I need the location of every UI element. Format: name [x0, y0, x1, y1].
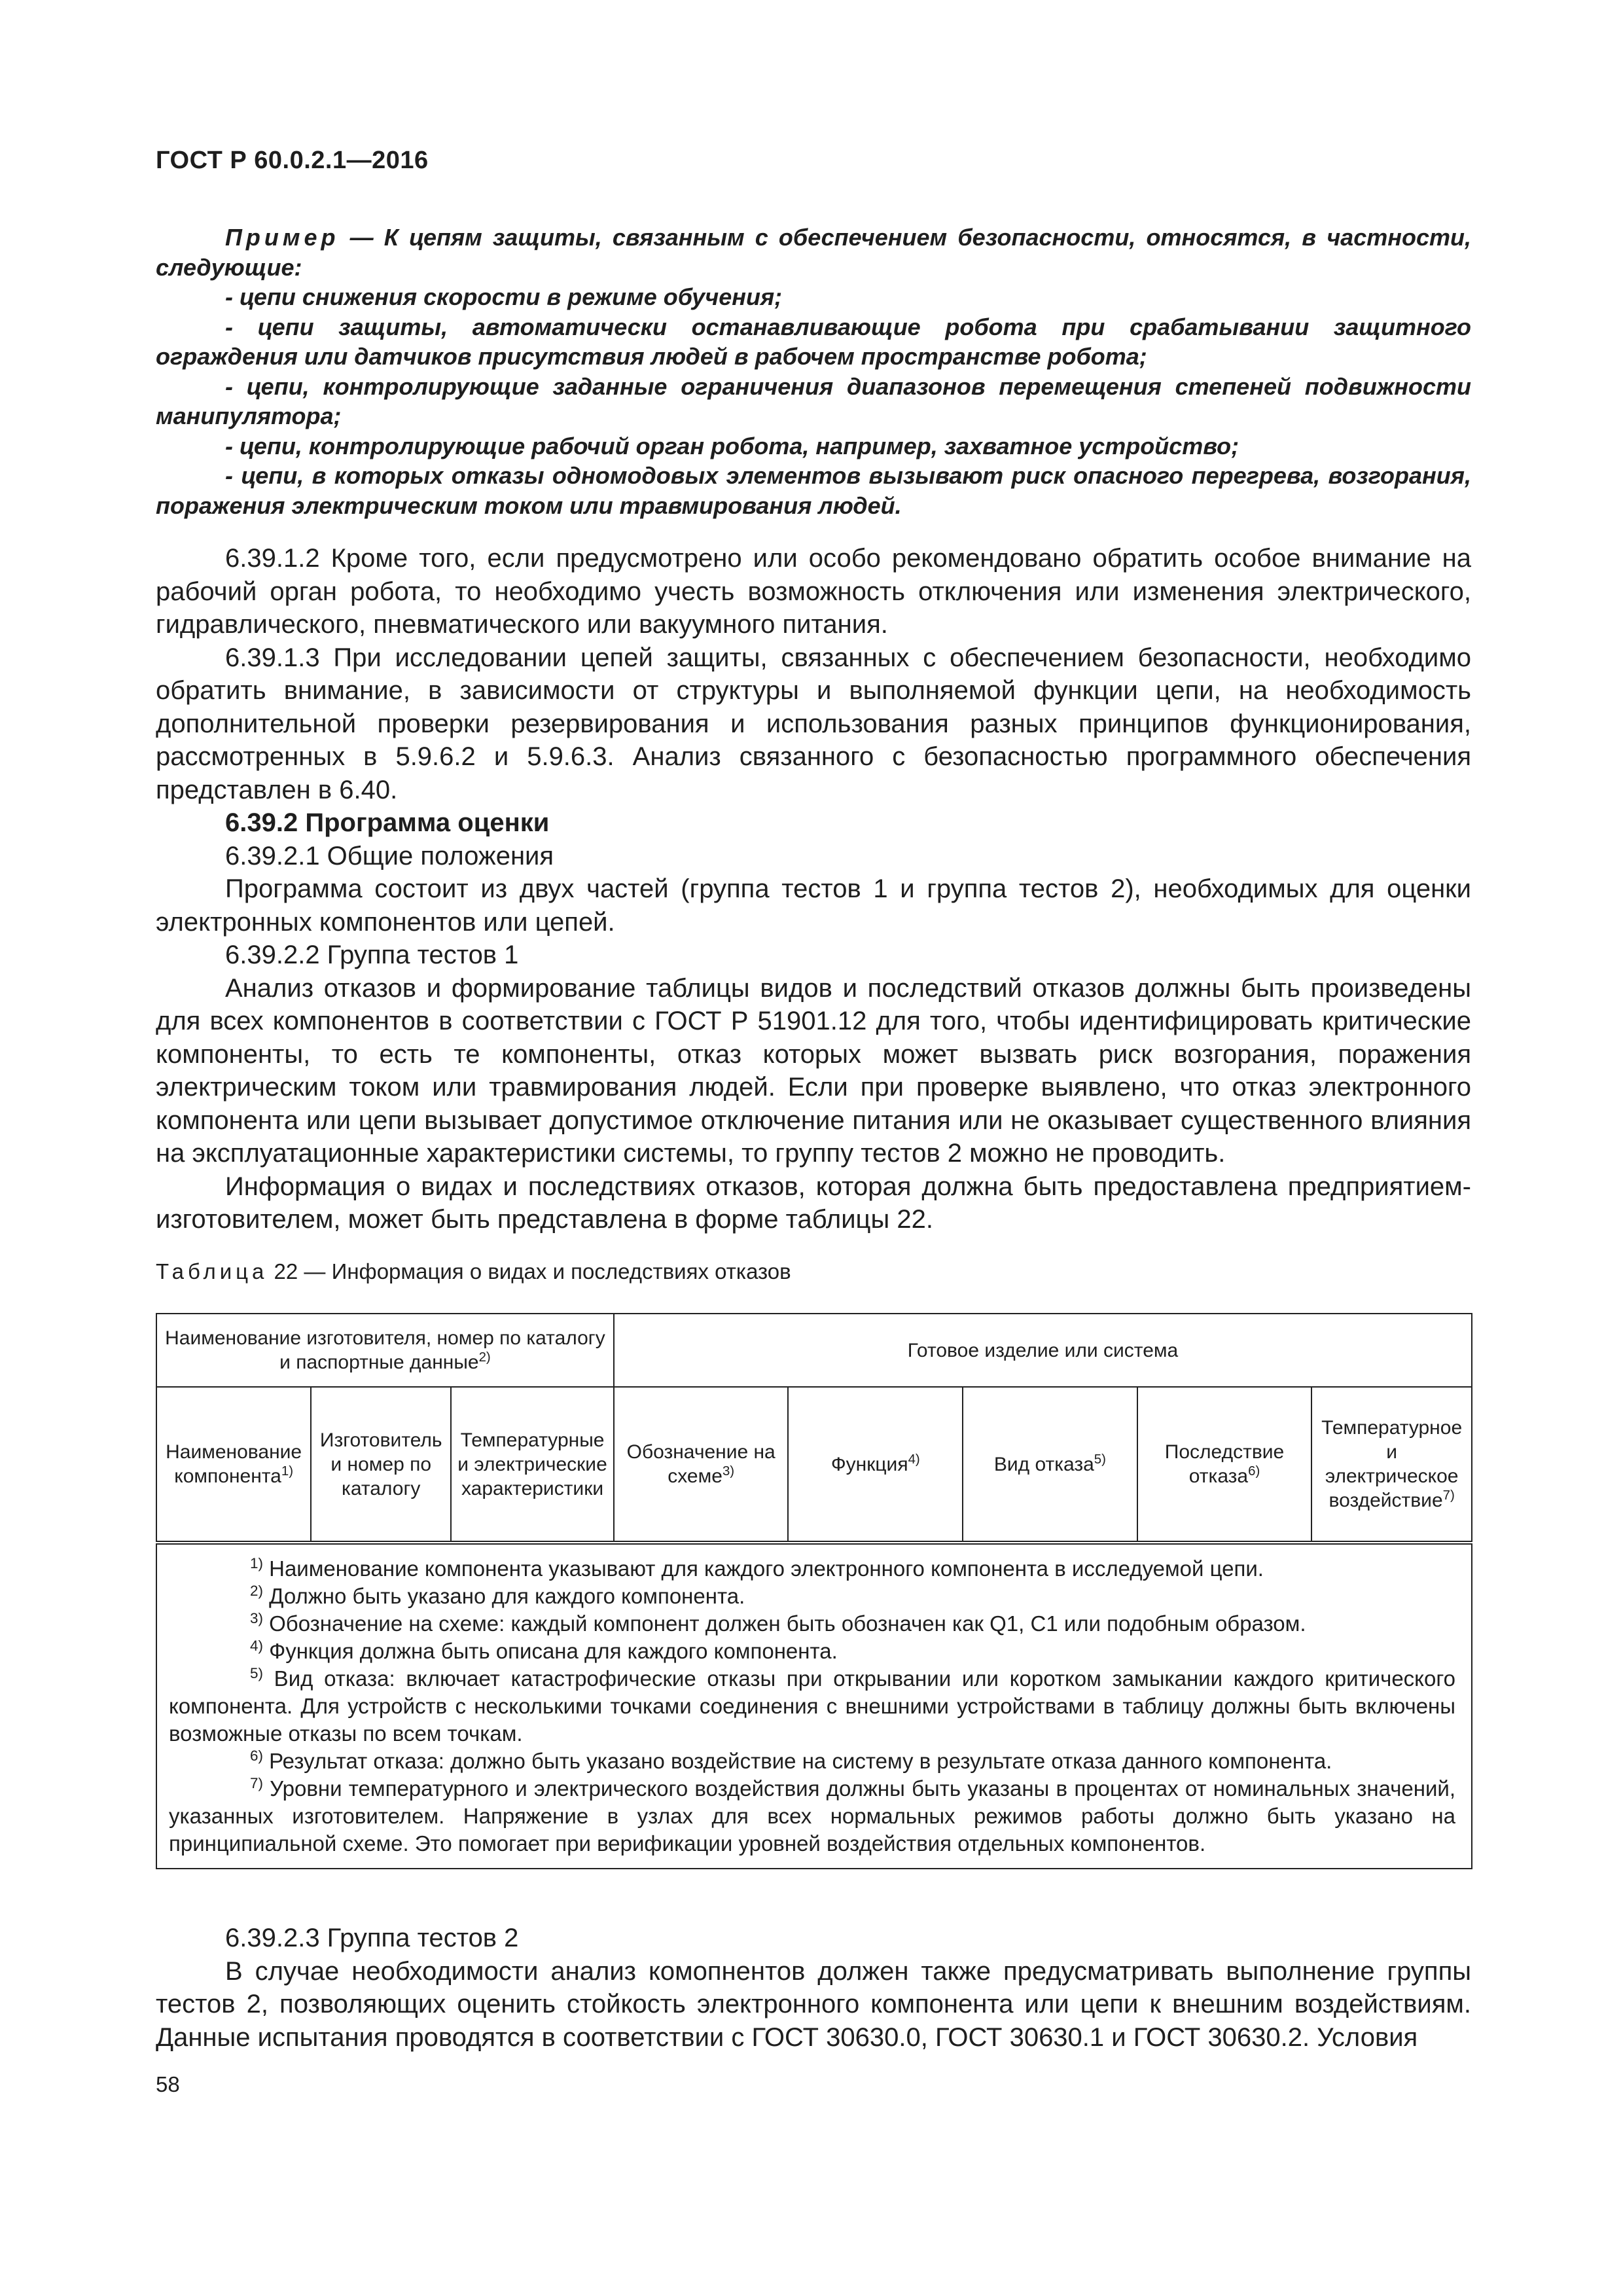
column-header: Последствие отказа$^{6)}$: [1137, 1387, 1312, 1543]
body-text-lower: [156, 1922, 1471, 2054]
column-header: Температурное и электрическое воздействие$^{7)}$: [1311, 1387, 1472, 1543]
subsection-heading: 6.39.2.3 Группа тестов 2: [225, 1924, 519, 1952]
example-item: - цепи защиты, автоматически останавливающие робота при срабатывании защитного ограждения или датчиков присутствия людей в рабочем пространстве робота;: [156, 313, 1471, 370]
example-item: - цепи снижения скорости в режиме обучения;: [225, 283, 783, 310]
document-code-header: ГОСТ Р 60.0.2.1—2016: [156, 147, 429, 174]
footnote: $^{1)}$ Наименование компонента указывают для каждого электронного компонента в исследуемой цепи.: [250, 1555, 1264, 1581]
paragraph: В случае необходимости анализ комопнентов должен также предусматривать выполнение группы тестов 2, позволяющих оценить стойкость электронного компонента или цепи к внешним воздействиям. Данные испытания проводятся в соответствии с ГОСТ 30630.0, ГОСТ 30630.1 и ГОСТ 30630.2. Условия: [156, 1956, 1471, 2052]
table-footnotes: [156, 1543, 1472, 1869]
example-item: - цепи, контролирующие заданные ограничения диапазонов перемещения степеней подвижности манипулятора;: [156, 372, 1471, 429]
column-header: Вид отказа$^{5)}$: [963, 1387, 1137, 1543]
column-header: Обозначение на схеме$^{3)}$: [614, 1387, 789, 1543]
paragraph: Анализ отказов и формирование таблицы видов и последствий отказов должны быть произведены для всех компонентов в соответствии с ГОСТ Р 51901.12 для того, чтобы идентифицировать критические компоненты, то есть те компоненты, отказ которых может вызвать риск возгорания, поражения электрическим током или травмирования людей. Если при проверке выявлено, что отказ электронного компонента или цепи вызывает допустимое отключение питания или не оказывает существенного влияния на эксплуатационные характеристики системы, то группу тестов 2 можно не проводить.: [156, 973, 1471, 1168]
example-item: - цепи, в которых отказы одномодовых элементов вызывают риск опасного перегрева, возгорания, поражения электрическим током или травмирования людей.: [156, 462, 1471, 519]
column-header: Температурные и электрические характеристики: [451, 1387, 614, 1543]
header-group-product: Готовое изделие или система: [614, 1314, 1472, 1387]
example-intro: Пример — К цепям защиты, связанным с обеспечением безопасности, относятся, в частности, следующие:: [156, 224, 1471, 281]
subsection-heading: 6.39.2.1 Общие положения: [225, 841, 554, 870]
section-heading: 6.39.2 Программа оценки: [225, 808, 550, 837]
footnote: $^{2)}$ Должно быть указано для каждого компонента.: [250, 1583, 745, 1608]
table-caption-text: 22 — Информация о видах и последствиях отказов: [268, 1259, 791, 1283]
example-block: [156, 223, 1471, 520]
example-label: Пример: [225, 224, 340, 251]
paragraph: Информация о видах и последствиях отказов, которая должна быть предоставлена предприятием-изготовителем, может быть представлена в форме таблицы 22.: [156, 1172, 1471, 1234]
page-number: 58: [156, 2072, 180, 2096]
footnote: $^{7)}$ Уровни температурного и электрического воздействия должны быть указаны в процентах от номинальных значений, указанных изготовителем. Напряжение в узлах для всех нормальных режимов работы должно быть указано на принципиальной схеме. Это помогает при верификации уровней воздействия отдельных компонентов.: [169, 1775, 1455, 1856]
body-text-upper: [156, 542, 1471, 1236]
table-caption: [156, 1259, 791, 1284]
header-group-manufacturer: Наименование изготовителя, номер по каталогу и паспортные данные$^{2)}$: [156, 1314, 614, 1387]
example-item: - цепи, контролирующие рабочий орган робота, например, захватное устройство;: [225, 432, 1240, 459]
footnote: $^{5)}$ Вид отказа: включает катастрофические отказы при открывании или коротком замыкании каждого критического компонента. Для устройств с несколькими точками соединения с внешними устройствами в таблицу должны быть включены возможные отказы по всем точкам.: [169, 1665, 1455, 1746]
footnote: $^{6)}$ Результат отказа: должно быть указано воздействие на систему в результате отказа данного компонента.: [250, 1748, 1332, 1773]
paragraph: 6.39.1.3 При исследовании цепей защиты, связанных с обеспечением безопасности, необходимо обратить внимание, в зависимости от структуры и выполняемой функции цепи, на необходимость дополнительной проверки резервирования и использования разных принципов функционирования, рассмотренных в 5.9.6.2 и 5.9.6.3. Анализ связанного с безопасностью программного обеспечения представлен в 6.40.: [156, 643, 1471, 804]
paragraph: Программа состоит из двух частей (группа тестов 1 и группа тестов 2), необходимых для оценки электронных компонентов или цепей.: [156, 874, 1471, 937]
paragraph: 6.39.1.2 Кроме того, если предусмотрено или особо рекомендовано обратить особое внимание на рабочий орган робота, то необходимо учесть возможность отключения или изменения электрического, гидравлического, пневматического или вакуумного питания.: [156, 544, 1471, 639]
table-caption-label: Таблица: [156, 1259, 268, 1283]
failure-info-table: [156, 1313, 1472, 1869]
footnote: $^{3)}$ Обозначение на схеме: каждый компонент должен быть обозначен как Q1, C1 или подобным образом.: [250, 1610, 1306, 1636]
footnote: $^{4)}$ Функция должна быть описана для каждого компонента.: [250, 1638, 838, 1663]
column-header: Изготовитель и номер по каталогу: [311, 1387, 451, 1543]
column-header: Функция$^{4)}$: [788, 1387, 963, 1543]
column-header: Наименование компонента$^{1)}$: [156, 1387, 311, 1543]
subsection-heading: 6.39.2.2 Группа тестов 1: [225, 941, 519, 969]
